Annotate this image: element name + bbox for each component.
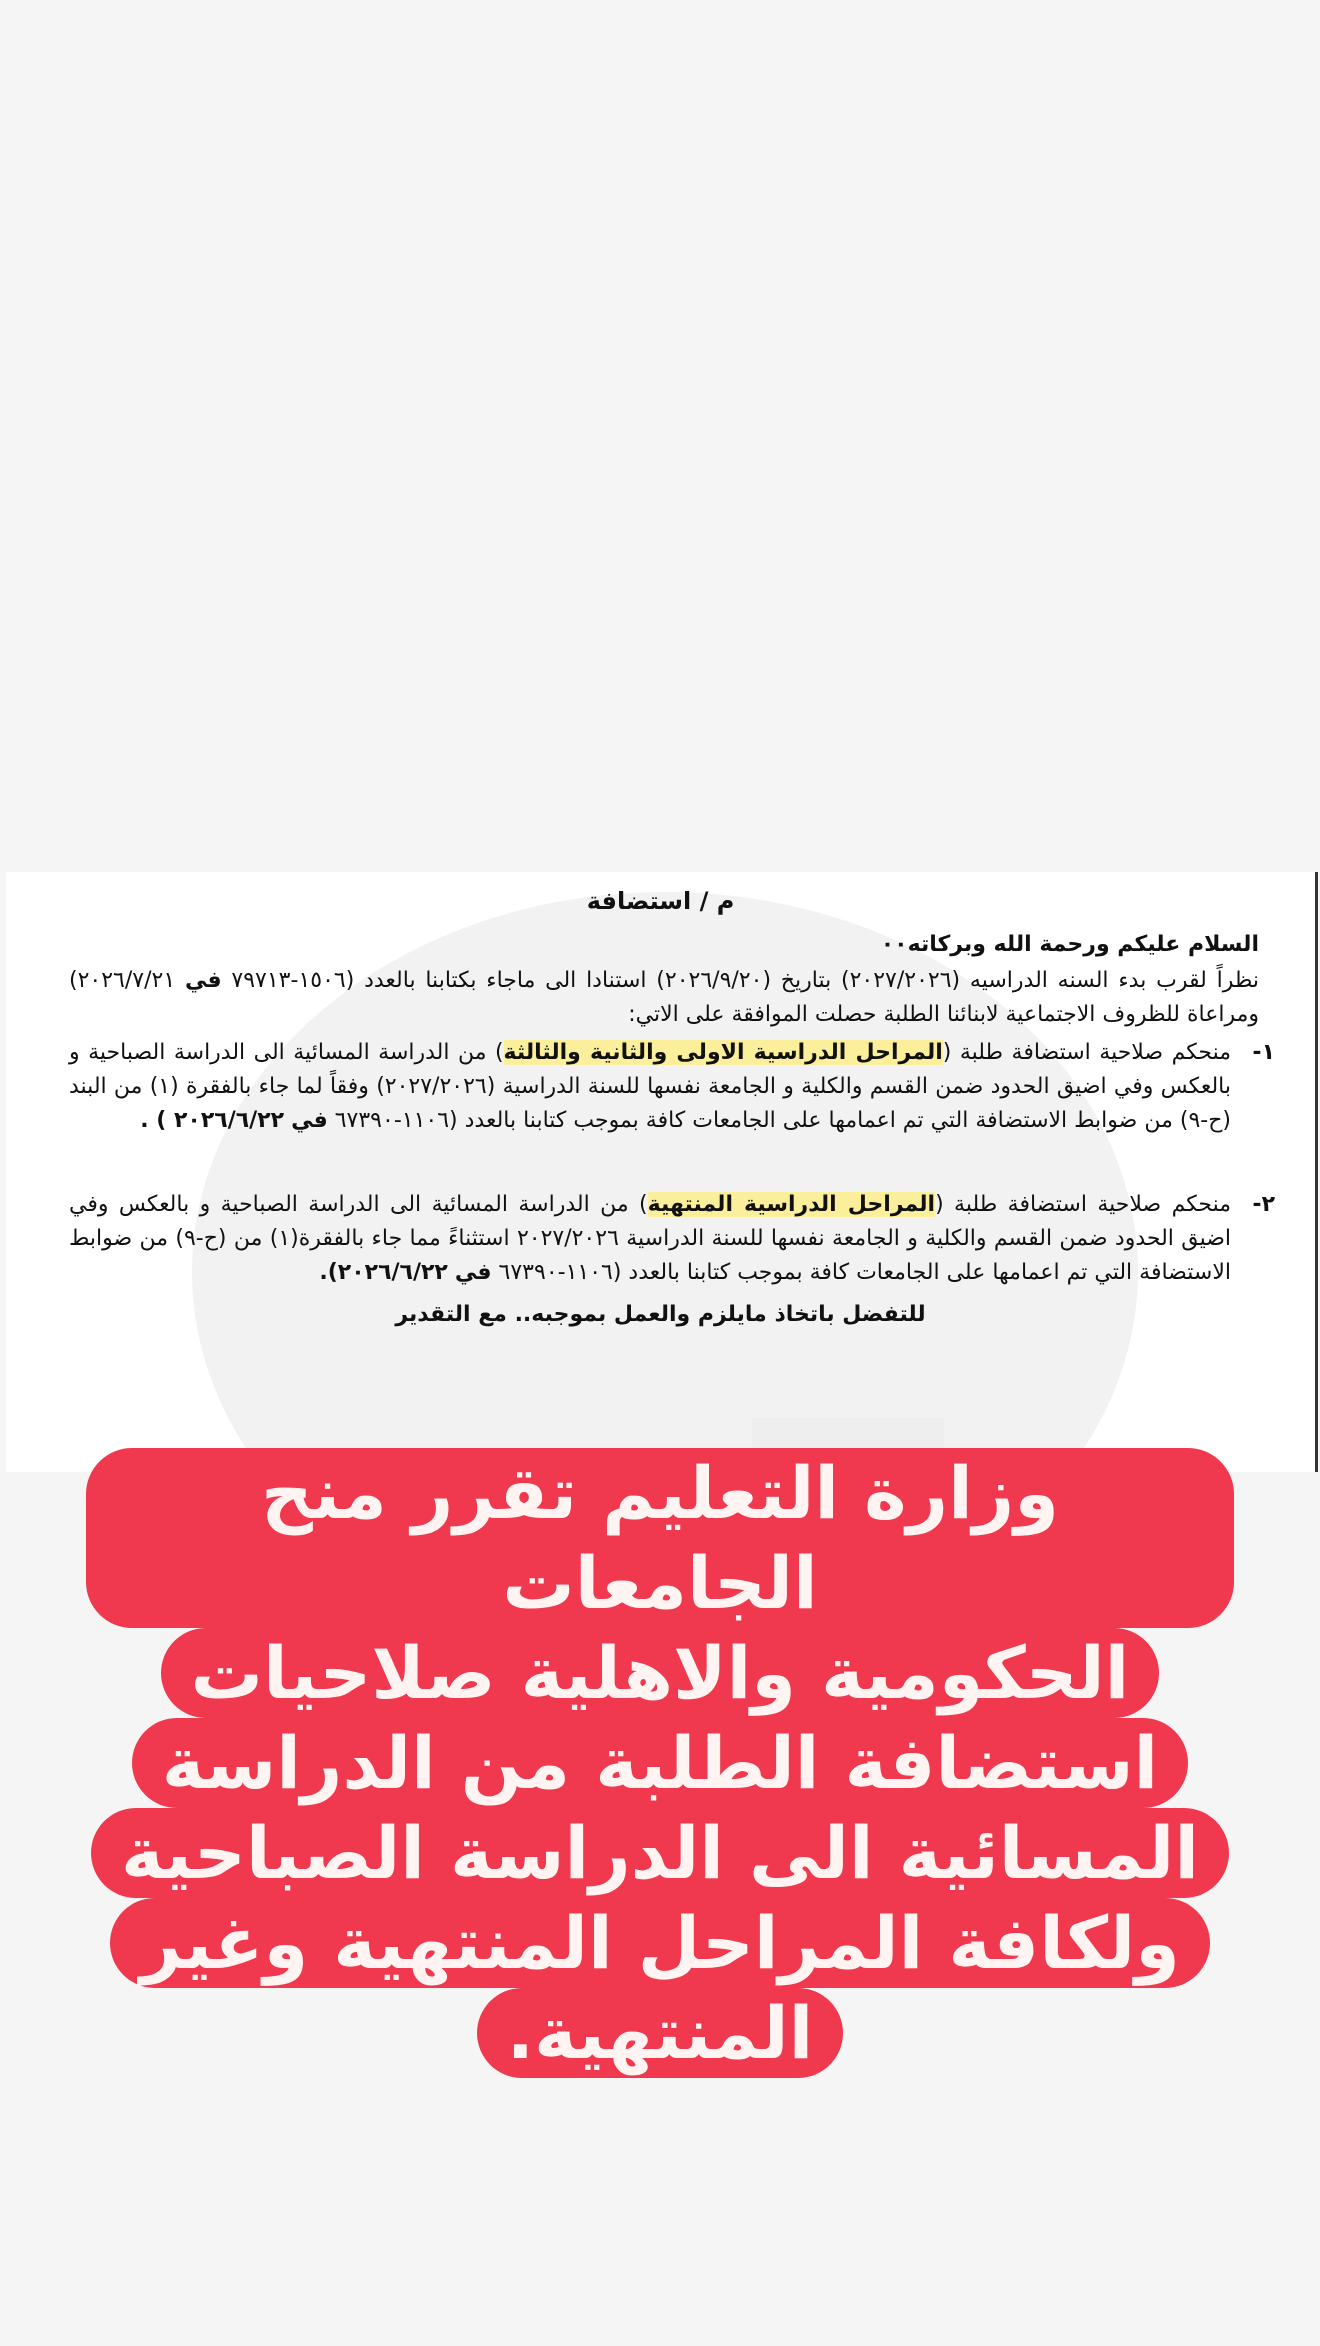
letter-image <box>6 872 1318 1472</box>
letter-subject: م / استضافة <box>586 887 735 915</box>
headline-line: ولكافة المراحل المنتهية وغير <box>110 1898 1210 1988</box>
letter-closing: للتفضل باتخاذ مايلزم والعمل بموجبه.. مع التقدير <box>395 1302 926 1327</box>
item-text <box>69 1036 1231 1138</box>
item-text <box>69 1188 1231 1290</box>
item-text-after: ) من الدراسة المسائية الى الدراسة الصباحية و بالعكس وفي اضيق الحدود ضمن القسم والكلية و الجامعة نفسها للسنة الدراسية ٢٠٢٧/٢٠٢٦ استثناءً مما جاء بالفقرة(١) من (ح-٩) من ضوابط الاستضافة التي تم اعمامها على الجامعات كافة بموجب كتابنا بالعدد (١١٠٦-٦٧٣٩٠ <box>69 1192 1232 1285</box>
item-highlight: المراحل الدراسية الاولى والثانية والثالثة <box>503 1040 943 1065</box>
item-bold: في <box>291 1108 328 1133</box>
item-text-before: منحكم صلاحية استضافة طلبة ( <box>935 1192 1231 1217</box>
intro-text-1: نظراً لقرب بدء السنه الدراسيه (٢٠٢٧/٢٠٢٦) بتاريخ (٢٠٢٦/٩/٢٠) استنادا الى ماجاء بكتابنا بالعدد (١٥٠٦-٧٩٧١٣ <box>231 968 1260 993</box>
intro-text-2: ٢٠٢٦/٧/٢١) ومراعاة للظروف الاجتماعية لابنائنا الطلبة حصلت الموافقة على الاتي: <box>69 968 1259 1027</box>
item-text-after: ) من الدراسة المسائية الى الدراسة الصباحية و بالعكس وفي اضيق الحدود ضمن القسم والكلية و الجامعة نفسها للسنة الدراسية (٢٠٢٧/٢٠٢٦) وفقاً لما جاء بالفقرة (١) من البند (ح-٩) من ضوابط الاستضافة التي تم اعمامها على الجامعات كافة بموجب كتابنا بالعدد (١١٠٦-٦٧٣٩٠ <box>69 1040 1231 1133</box>
item-end: ٢٠٢٦/٦/٢٢). <box>319 1260 448 1285</box>
headline-caption <box>90 1448 1230 2078</box>
headline-line: وزارة التعليم تقرر منح الجامعات <box>86 1448 1234 1628</box>
item-end: ٢٠٢٦/٦/٢٢ ) . <box>140 1108 285 1133</box>
headline-line: المسائية الى الدراسة الصباحية <box>91 1808 1229 1898</box>
headline-line: المنتهية. <box>477 1988 844 2078</box>
item-number: ٢- <box>1252 1192 1275 1217</box>
item-text-before: منحكم صلاحية استضافة طلبة ( <box>942 1040 1231 1065</box>
intro-bold: في <box>184 968 222 993</box>
letter-greeting: السلام عليكم ورحمة الله وبركاته٠٠ <box>880 932 1259 957</box>
headline-line: استضافة الطلبة من الدراسة <box>132 1718 1188 1808</box>
letter-item-1 <box>69 1036 1275 1138</box>
item-bold: في <box>454 1260 492 1285</box>
letter-content <box>6 872 1315 1472</box>
item-highlight: المراحل الدراسية المنتهية <box>647 1192 936 1217</box>
letter-intro-paragraph <box>69 964 1259 1032</box>
headline-line: الحكومية والاهلية صلاحيات <box>161 1628 1160 1718</box>
item-number: ١- <box>1252 1040 1275 1065</box>
letter-item-2 <box>69 1188 1275 1290</box>
